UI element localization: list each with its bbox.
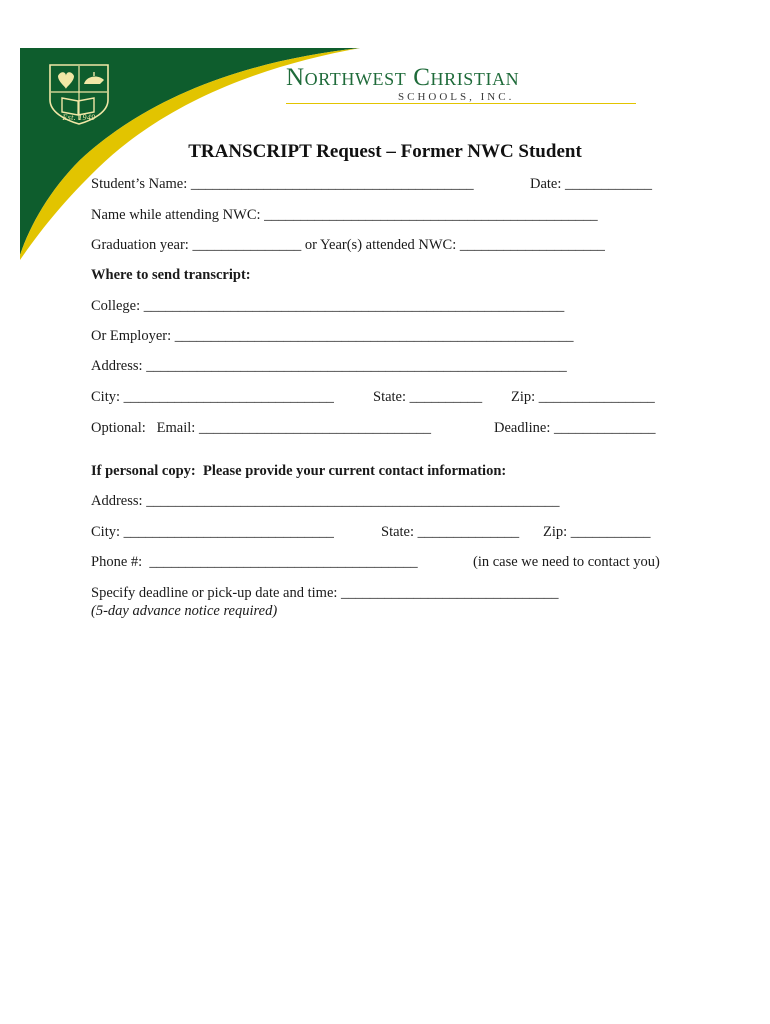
graduation-year-label: Graduation year:	[91, 237, 189, 253]
date-field[interactable]: ____________	[565, 176, 653, 192]
phone-field[interactable]: _____________________________________	[149, 554, 418, 570]
name-attending-row	[91, 207, 598, 224]
college-row	[91, 298, 564, 315]
personal-city-field[interactable]: _____________________________	[123, 524, 334, 540]
email-row	[91, 420, 431, 437]
phone-note: (in case we need to contact you)	[473, 554, 660, 570]
address-field[interactable]: __________________________________________________________	[146, 358, 567, 374]
employer-label: Or Employer:	[91, 328, 172, 344]
deadline-row	[494, 420, 656, 437]
personal-zip-row	[543, 524, 651, 541]
address-row	[91, 358, 567, 375]
employer-field[interactable]: _______________________________________________________	[174, 328, 574, 344]
personal-city-label: City:	[91, 524, 121, 540]
city-field[interactable]: _____________________________	[123, 389, 334, 405]
zip-row	[511, 389, 655, 406]
city-row	[91, 389, 334, 406]
personal-state-label: State:	[381, 524, 415, 540]
years-attended-field[interactable]: ____________________	[459, 237, 605, 253]
personal-copy-heading: If personal copy: Please provide your current contact information:	[91, 463, 507, 479]
email-label: Optional: Email:	[91, 420, 196, 436]
school-name-logo: Northwest Christian	[286, 64, 520, 91]
name-attending-label: Name while attending NWC:	[91, 207, 261, 223]
advance-notice: (5-day advance notice required)	[91, 603, 278, 619]
form-title: TRANSCRIPT Request – Former NWC Student	[188, 141, 582, 162]
zip-field[interactable]: ________________	[538, 389, 655, 405]
college-label: College:	[91, 298, 141, 314]
deadline-field[interactable]: ______________	[554, 420, 656, 436]
personal-address-row	[91, 493, 559, 510]
graduation-row	[91, 237, 605, 254]
state-row	[373, 389, 482, 406]
employer-row	[91, 328, 574, 345]
state-label: State:	[373, 389, 407, 405]
phone-row	[91, 554, 418, 571]
address-label: Address:	[91, 358, 143, 374]
established-year: Est. 1949	[62, 113, 96, 122]
date-label: Date:	[530, 176, 562, 192]
college-field[interactable]: __________________________________________________________	[143, 298, 565, 314]
student-name-row	[91, 176, 474, 193]
state-field[interactable]: __________	[409, 389, 483, 405]
deadline-label: Deadline:	[494, 420, 551, 436]
personal-zip-label: Zip:	[543, 524, 568, 540]
date-row	[530, 176, 652, 193]
student-name-field[interactable]: _______________________________________	[190, 176, 474, 192]
personal-address-label: Address:	[91, 493, 143, 509]
specify-row	[91, 585, 559, 602]
school-subtitle: SCHOOLS, INC.	[398, 91, 515, 103]
personal-city-row	[91, 524, 334, 541]
student-name-label: Student’s Name:	[91, 176, 188, 192]
personal-address-field[interactable]: _________________________________________________________	[146, 493, 560, 509]
zip-label: Zip:	[511, 389, 536, 405]
phone-label: Phone #:	[91, 554, 143, 570]
personal-state-field[interactable]: ______________	[417, 524, 520, 540]
email-field[interactable]: ________________________________	[198, 420, 431, 436]
name-attending-field[interactable]: ______________________________________________	[264, 207, 598, 223]
specify-label: Specify deadline or pick-up date and time:	[91, 585, 338, 601]
city-label: City:	[91, 389, 121, 405]
personal-zip-field[interactable]: ___________	[570, 524, 651, 540]
specify-field[interactable]: ______________________________	[341, 585, 559, 601]
send-transcript-heading: Where to send transcript:	[91, 267, 251, 283]
logo-divider	[286, 103, 636, 104]
graduation-year-field[interactable]: _______________	[192, 237, 302, 253]
years-attended-label: or Year(s) attended NWC:	[304, 237, 457, 253]
personal-state-row	[381, 524, 519, 541]
